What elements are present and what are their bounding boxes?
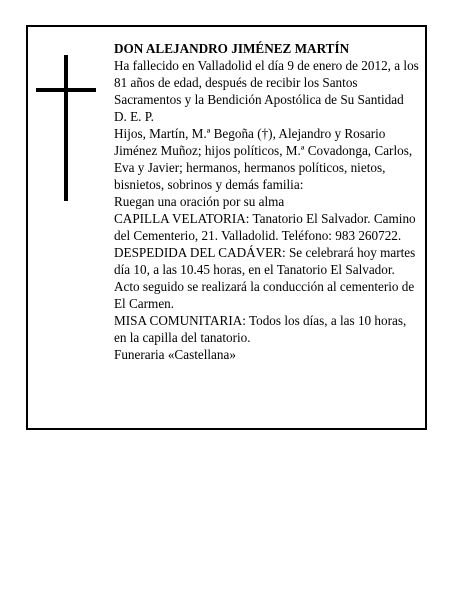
rip-line: D. E. P. bbox=[114, 109, 154, 124]
cross-horizontal-bar bbox=[36, 88, 96, 92]
prayer-request: Ruegan una oración por su alma bbox=[114, 194, 285, 209]
family-list: Hijos, Martín, M.ª Begoña (†), Alejandro y Rosario Jiménez Muñoz; hijos políticos, M.ª Covadonga, Carlos, Eva y Javier; hermanos, hermanos políticos, nietos, bisnietos, sobrinos y demás familia: bbox=[114, 126, 413, 192]
funeral-home: Funeraria «Castellana» bbox=[114, 347, 236, 362]
obituary-notice bbox=[26, 25, 427, 430]
death-announcement: Ha fallecido en Valladolid el día 9 de enero de 2012, a los 81 años de edad, después de recibir los Santos Sacramentos y la Bendición Apostólica de Su Santidad bbox=[114, 58, 419, 107]
deceased-name: DON ALEJANDRO JIMÉNEZ MARTÍN bbox=[114, 41, 350, 56]
cross-icon bbox=[36, 55, 96, 201]
cross-vertical-bar bbox=[64, 55, 68, 201]
mass-info: MISA COMUNITARIA: Todos los días, a las 10 horas, en la capilla del tanatorio. bbox=[114, 313, 407, 345]
funeral-chapel-info: CAPILLA VELATORIA: Tanatorio El Salvador. Camino del Cementerio, 21. Valladolid. Teléfono: 983 260722. bbox=[114, 211, 416, 243]
obituary-text bbox=[114, 40, 420, 363]
farewell-info: DESPEDIDA DEL CADÁVER: Se celebrará hoy martes día 10, a las 10.45 horas, en el Tanatorio El Salvador. Acto seguido se realizará la conducción al cementerio de El Carmen. bbox=[114, 245, 416, 311]
